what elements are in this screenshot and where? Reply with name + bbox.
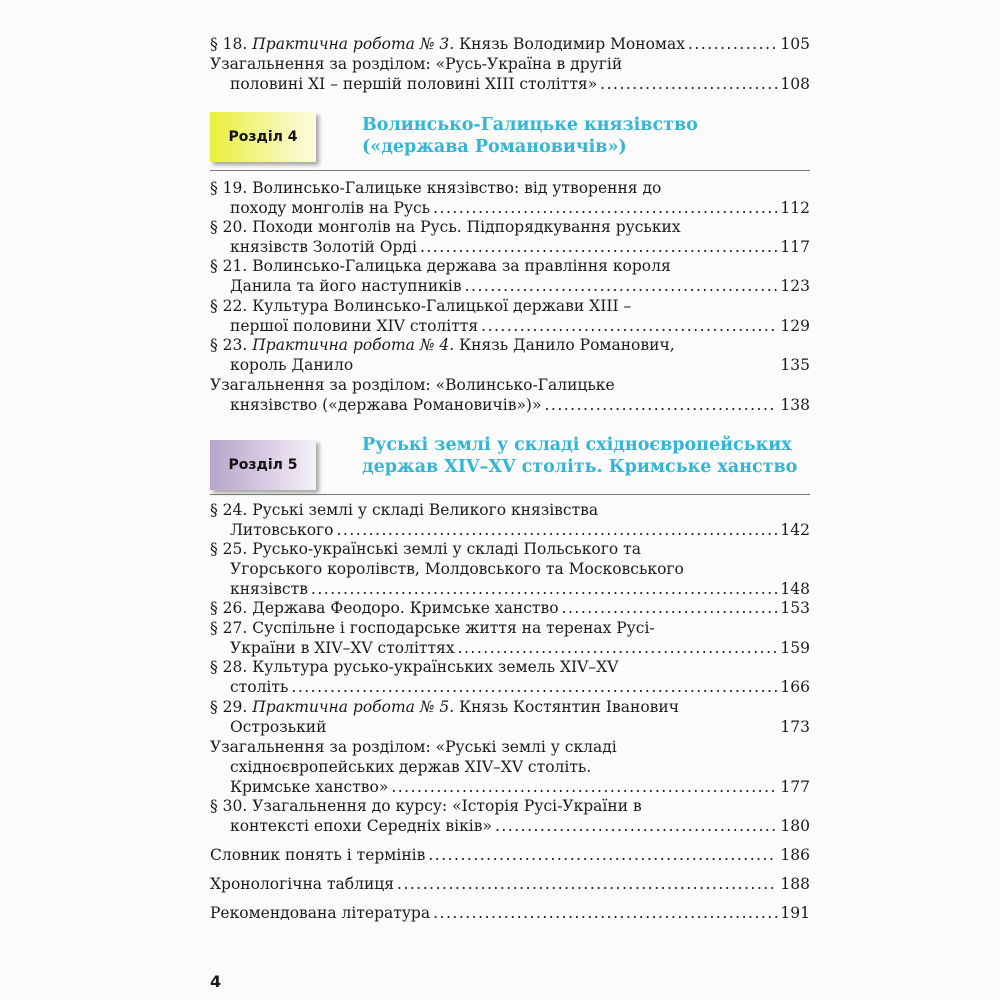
- entry-page: 138: [780, 396, 810, 414]
- toc-entry-26[interactable]: [210, 598, 810, 618]
- section-badge-label: Розділ 5: [228, 457, 298, 473]
- section-divider: [210, 494, 810, 495]
- leader-dots: [465, 276, 778, 296]
- section-title-line: Волинсько-Галицьке князівство: [362, 115, 698, 135]
- leader-dots: [428, 845, 777, 865]
- entry-page: 108: [780, 75, 810, 93]
- entry-title: Князь Данило Романович,: [454, 336, 675, 354]
- entry-title: § 21. Волинсько-Галицька держава за правління короля: [210, 257, 671, 275]
- entry-title-cont: контексті епохи Середніх віків»: [230, 817, 492, 835]
- entry-italic: Практична робота № 3.: [252, 35, 455, 53]
- entry-italic: Практична робота № 5.: [252, 698, 455, 716]
- leader-dots: [397, 874, 777, 894]
- section-title-line: держав XIV–XV століть. Кримське ханство: [362, 457, 798, 477]
- leader-dots: [544, 395, 777, 415]
- entry-page: 112: [780, 199, 810, 217]
- toc-entry-19[interactable]: [210, 178, 810, 218]
- entry-page: 186: [780, 846, 810, 864]
- entry-title-cont: Литовського: [230, 521, 334, 539]
- section-5-badge: [210, 440, 316, 490]
- toc-entry-summary-4[interactable]: [210, 375, 810, 415]
- entry-title: § 24. Руські землі у складі Великого князівства: [210, 501, 599, 519]
- toc-entry-30[interactable]: [210, 796, 810, 836]
- leader-dots: [495, 816, 777, 836]
- entry-prefix: § 23.: [210, 336, 253, 354]
- leader-dots: [337, 520, 778, 540]
- entry-page: 173: [780, 718, 810, 736]
- entry-title: Рекомендована література: [210, 904, 431, 922]
- toc-entry-29[interactable]: [210, 697, 810, 737]
- entry-title: Узагальнення за розділом: «Волинсько-Галицьке: [210, 376, 615, 394]
- entry-prefix: § 18.: [210, 35, 253, 53]
- toc-entry-literature[interactable]: [210, 903, 810, 923]
- leader-dots: [420, 237, 777, 257]
- entry-page: 188: [780, 875, 810, 893]
- leader-dots: [562, 598, 778, 618]
- entry-title-cont: Данила та його наступників: [230, 277, 462, 295]
- entry-title-cont: України в XIV–XV століттях: [230, 639, 455, 657]
- entry-title-cont: Острозький: [230, 718, 327, 736]
- leader-dots: [481, 316, 777, 336]
- entry-page: 166: [780, 678, 810, 696]
- toc-entry-28[interactable]: [210, 657, 810, 697]
- leader-dots: [311, 579, 777, 599]
- entry-title: § 20. Походи монголів на Русь. Підпорядкування руських: [210, 218, 681, 236]
- entry-prefix: § 29.: [210, 698, 253, 716]
- section-5-title: [362, 434, 802, 478]
- entry-title: § 25. Русько-українські землі у складі Польського та: [210, 540, 641, 558]
- entry-title: § 27. Суспільне і господарське життя на теренах Русі-: [210, 619, 655, 637]
- entry-title: Князь Костянтин Іванович: [454, 698, 679, 716]
- leader-dots: [688, 34, 777, 54]
- entry-page: 129: [780, 317, 810, 335]
- entry-page: 180: [780, 817, 810, 835]
- leader-dots: [391, 777, 777, 797]
- entry-title-cont: походу монголів на Русь: [230, 199, 431, 217]
- entry-italic: Практична робота № 4.: [252, 336, 455, 354]
- entry-title: § 19. Волинсько-Галицьке князівство: від утворення до: [210, 179, 662, 197]
- toc-entry-24[interactable]: [210, 500, 810, 540]
- entry-title-cont: половині XI – першій половині XIII століття»: [230, 75, 598, 93]
- entry-title: § 26. Держава Феодоро. Кримське ханство: [210, 599, 559, 617]
- entry-page: 153: [780, 599, 810, 617]
- entry-page: 142: [780, 521, 810, 539]
- leader-dots: [291, 677, 777, 697]
- section-4-title: [362, 114, 802, 158]
- entry-page: 148: [780, 580, 810, 598]
- entry-page: 105: [780, 35, 810, 53]
- toc-entry-21[interactable]: [210, 256, 810, 296]
- entry-page: 177: [780, 778, 810, 796]
- toc-entry-25[interactable]: [210, 539, 810, 599]
- entry-page: 159: [780, 639, 810, 657]
- entry-title: Хронологічна таблиця: [210, 875, 395, 893]
- leader-dots: [433, 198, 777, 218]
- entry-title-cont: століть: [230, 678, 289, 696]
- toc-entry-summary-5[interactable]: [210, 737, 810, 797]
- section-divider: [210, 170, 810, 171]
- entry-page: 123: [780, 277, 810, 295]
- entry-title: § 28. Культура русько-українських земель XIV–XV: [210, 658, 619, 676]
- entry-page: 191: [780, 904, 810, 922]
- entry-title: Князь Володимир Мономах: [454, 35, 685, 53]
- entry-title-cont: князівств: [230, 580, 308, 598]
- entry-title-cont: першої половини XIV століття: [230, 317, 479, 335]
- entry-page: 135: [780, 356, 810, 374]
- leader-dots: [458, 638, 778, 658]
- entry-title: § 22. Культура Волинсько-Галицької держави XIII –: [210, 297, 632, 315]
- leader-dots: [600, 74, 777, 94]
- entry-title-cont: король Данило: [230, 356, 354, 374]
- page-number: 4: [210, 972, 222, 991]
- entry-title-cont: східноєвропейських держав XIV–XV століть.: [230, 758, 592, 776]
- toc-entry-chronology[interactable]: [210, 874, 810, 894]
- toc-entry-22[interactable]: [210, 296, 810, 336]
- entry-title-cont: Угорського королівств, Молдовського та Московського: [230, 560, 684, 578]
- section-title-line: Руські землі у складі східноєвропейських: [362, 435, 792, 455]
- entry-title: Узагальнення за розділом: «Русь-Україна в другій: [210, 55, 623, 73]
- toc-entry-20[interactable]: [210, 217, 810, 257]
- entry-title-cont: князівств Золотій Орді: [230, 238, 417, 256]
- entry-title: Словник понять і термінів: [210, 846, 426, 864]
- section-4-badge: [210, 112, 316, 162]
- toc-entry-23[interactable]: [210, 335, 810, 375]
- toc-entry-18[interactable]: [210, 34, 810, 54]
- entry-title-cont: Кримське ханство»: [230, 778, 389, 796]
- section-title-line: («держава Романовичів»): [362, 137, 627, 157]
- toc-entry-summary-3[interactable]: [210, 54, 810, 94]
- section-badge-label: Розділ 4: [228, 129, 298, 145]
- leader-dots: [433, 903, 777, 923]
- entry-page: 117: [780, 238, 810, 256]
- toc-entry-glossary[interactable]: [210, 845, 810, 865]
- toc-entry-27[interactable]: [210, 618, 810, 658]
- entry-title: Узагальнення за розділом: «Руські землі у складі: [210, 738, 617, 756]
- entry-title: § 30. Узагальнення до курсу: «Історія Русі-України в: [210, 797, 642, 815]
- entry-title-cont: князівство («держава Романовичів»)»: [230, 396, 542, 414]
